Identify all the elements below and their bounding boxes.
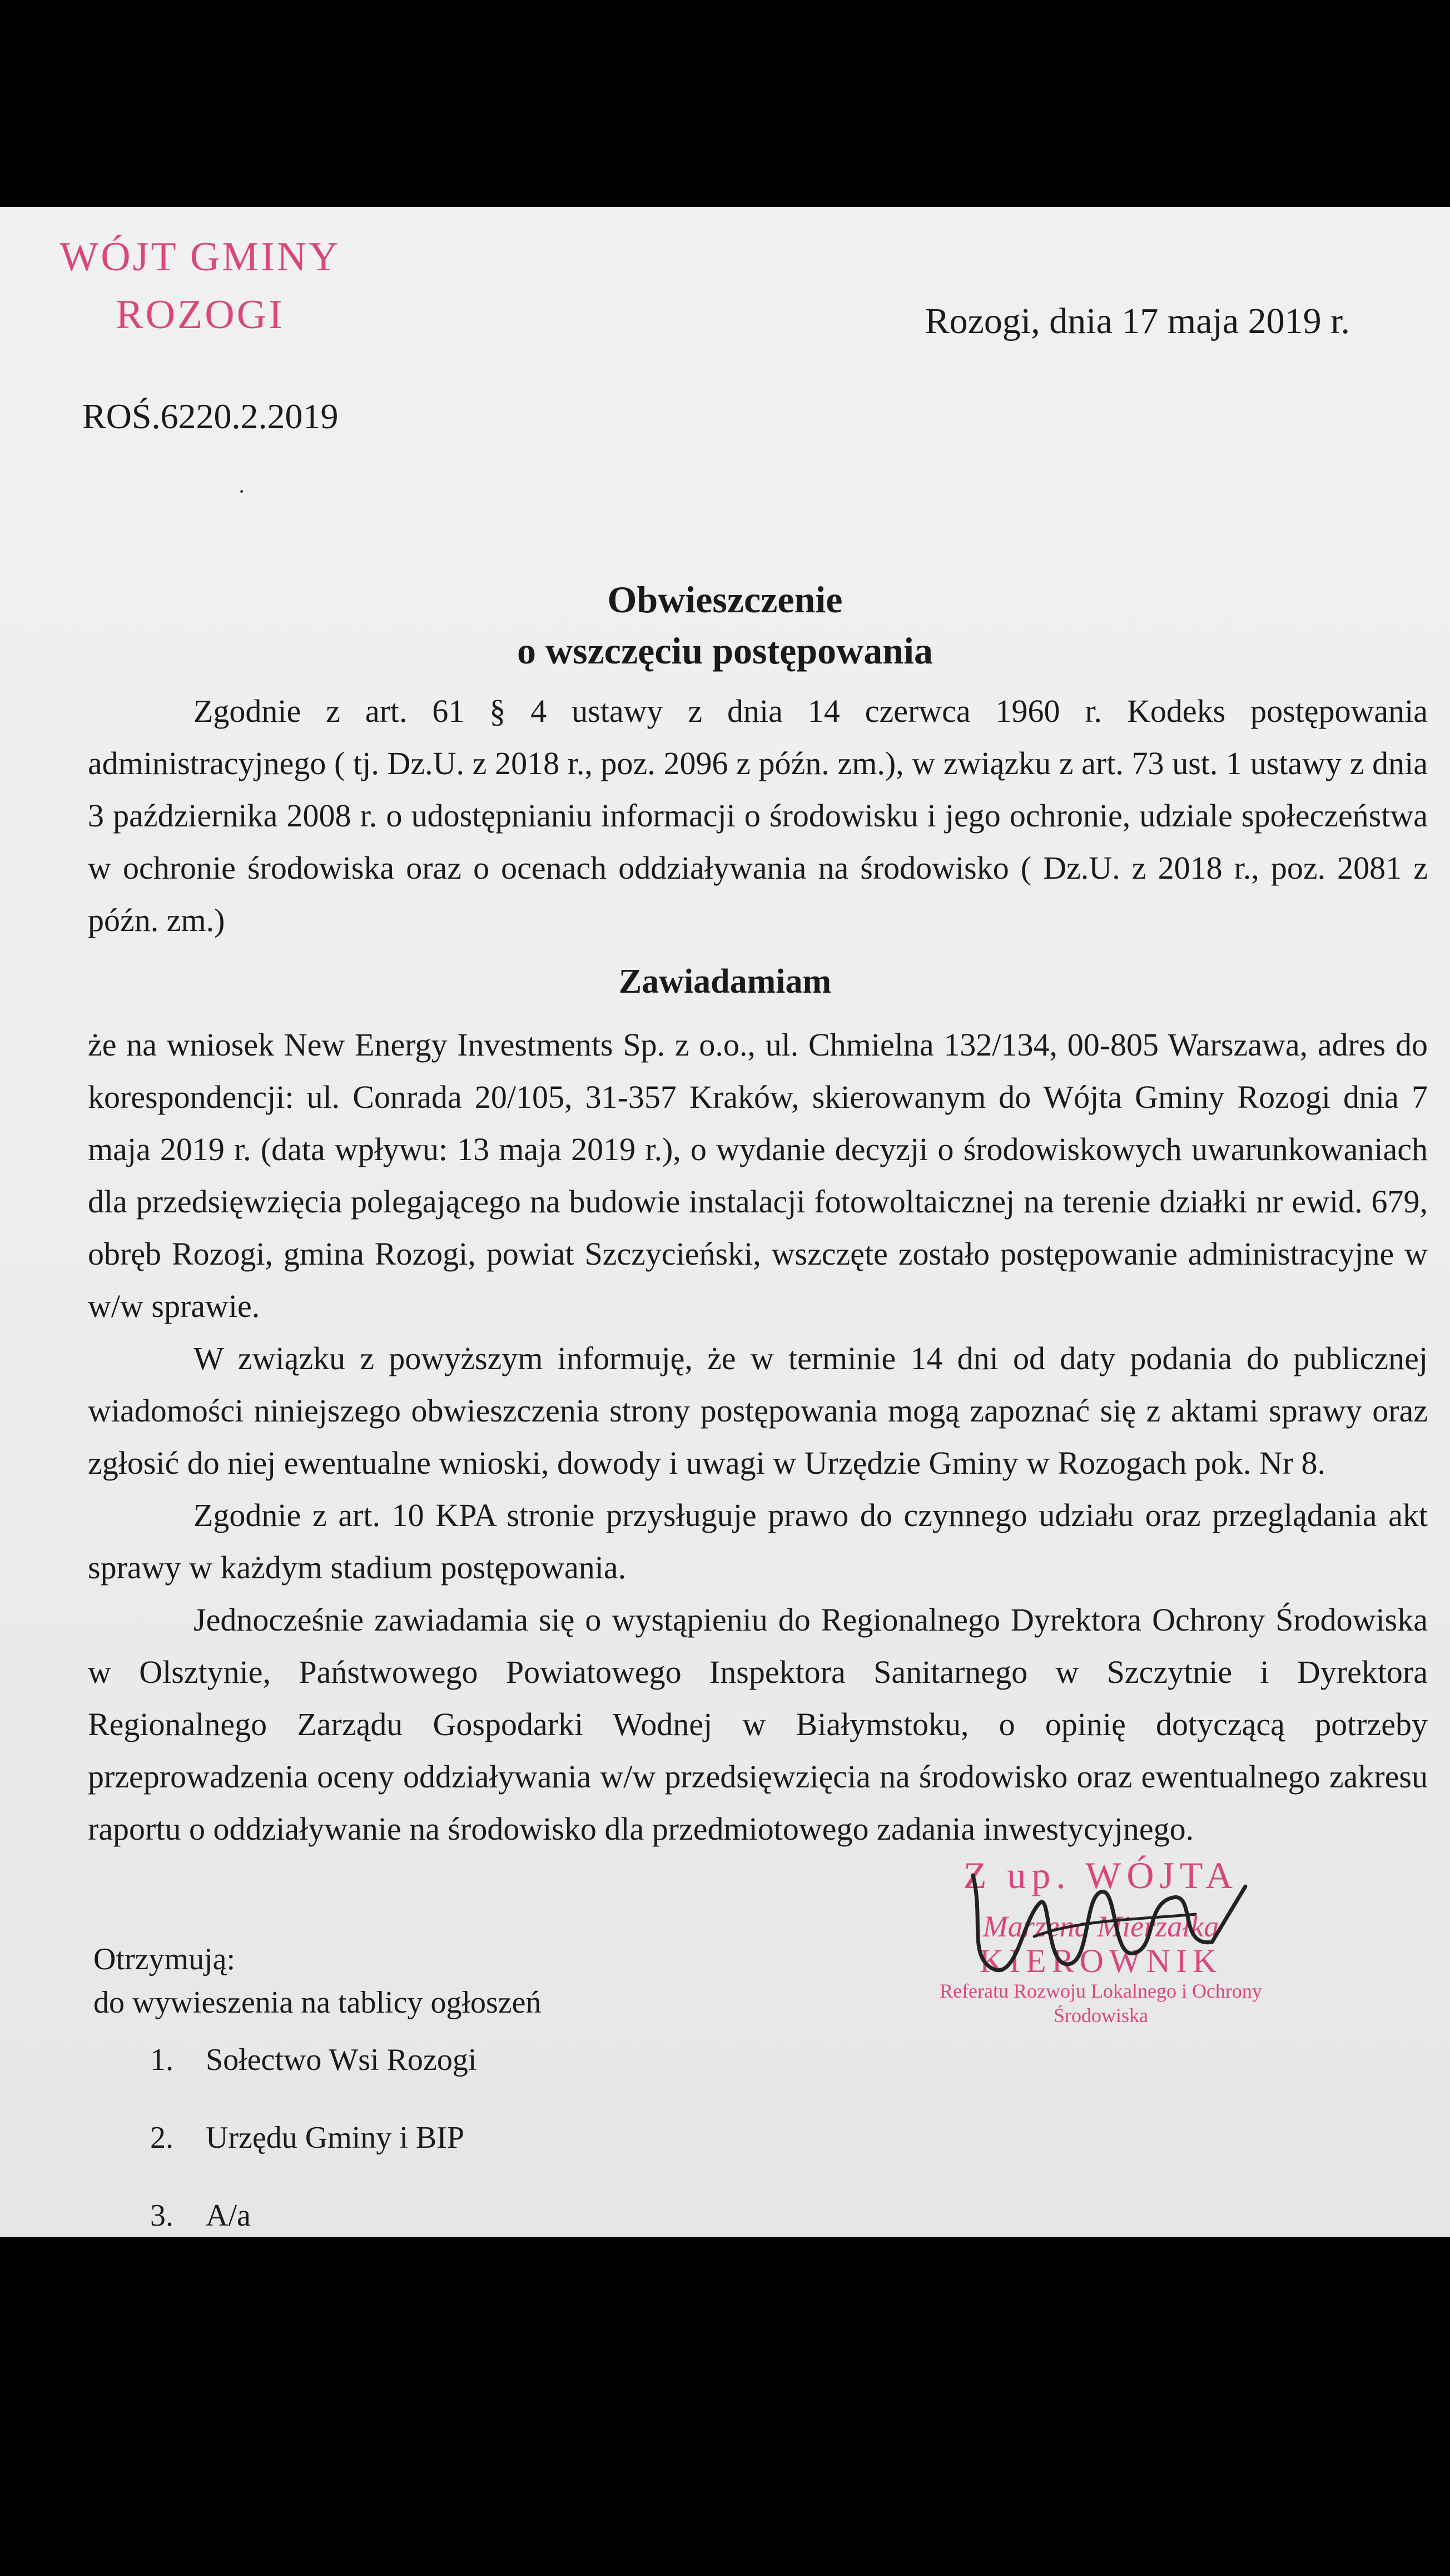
handwritten-signature (934, 1853, 1268, 1987)
signature-stamp-line1: Z up. WÓJTA (963, 1854, 1239, 1896)
title-line2: o wszczęciu postępowania (517, 630, 933, 672)
list-item-number: 2. (150, 2121, 173, 2155)
signature-stamp (901, 1853, 1301, 2027)
list-item-text: Sołectwo Wsi Rozogi (206, 2043, 477, 2077)
list-item-number: 3. (150, 2198, 173, 2233)
office-stamp-line2: ROZOGI (116, 292, 285, 338)
list-item (150, 2021, 476, 2099)
list-item-text: Urzędu Gminy i BIP (206, 2121, 465, 2155)
section-heading: Zawiadamiam (618, 963, 832, 1000)
intro-paragraph: Zgodnie z art. 61 § 4 ustawy z dnia 14 czerwca 1960 r. Kodeks postępowania administracyjnego ( tj. Dz.U. z 2018 r., poz. 2096 z późn. zm.), w związku z art. 73 ust. 1 ustawy z dnia 3 października 2008 r. o udostępnianiu informacji o środowisku i jego ochronie, udziale społeczeństwa w ochronie środowiska oraz o ocenach oddziaływania na środowisko ( Dz.U. z 2018 r., poz. 2081 z późn. zm.) (88, 693, 1428, 938)
signature-stamp-name: Marzena Mierzałka (982, 1910, 1219, 1943)
list-item-text: A/a (206, 2198, 251, 2233)
document-page (0, 207, 1450, 2237)
title-line1: Obwieszczenie (607, 578, 843, 621)
place-date: Rozogi, dnia 17 maja 2019 r. (925, 301, 1350, 341)
intro-section (88, 685, 1428, 947)
body-paragraph-2: W związku z powyższym informuję, że w terminie 14 dni od daty podania do publicznej wiadomości niniejszego obwieszczenia strony postępowania mogą zapoznać się z aktami sprawy oraz zgłosić do niej ewentualne wnioski, dowody i uwagi w Urzędzie Gminy w Rozogach pok. Nr 8. (88, 1340, 1428, 1481)
body-paragraph-3: Zgodnie z art. 10 KPA stronie przysługuje prawo do czynnego udziału oraz przeglądania akt sprawy w każdym stadium postępowania. (88, 1497, 1428, 1586)
office-stamp (22, 228, 378, 344)
list-item (150, 2177, 476, 2237)
recipients-sublabel: do wywieszenia na tablicy ogłoszeń (93, 1985, 542, 2020)
document-title (0, 574, 1450, 676)
stray-dot: · (238, 479, 246, 504)
body-section (88, 1019, 1428, 1855)
list-item (150, 2099, 476, 2177)
recipients-block (93, 1938, 542, 2024)
body-paragraph-4: Jednocześnie zawiadamia się o wystąpieniu do Regionalnego Dyrektora Ochrony Środowiska w Olsztynie, Państwowego Powiatowego Inspektora Sanitarnego w Szczytnie i Dyrektora Regionalnego Zarządu Gospodarki Wodnej w Białymstoku, o opinię dotyczącą potrzeby przeprowadzenia oceny oddziaływania w/w przedsięwzięcia na środowisko oraz ewentualnego zakresu raportu o oddziaływanie na środowisko dla przedmiotowego zadania inwestycyjnego. (88, 1602, 1428, 1847)
recipients-list (150, 2021, 476, 2237)
body-paragraph-1: że na wniosek New Energy Investments Sp. z o.o., ul. Chmielna 132/134, 00-805 Warszawa, adres do korespondencji: ul. Conrada 20/105, 31-357 Kraków, skierowanym do Wójta Gminy Rozogi dnia 7 maja 2019 r. (data wpływu: 13 maja 2019 r.), o wydanie decyzji o środowiskowych uwarunkowaniach dla przedsięwzięcia polegającego na budowie instalacji fotowoltaicznej na terenie działki nr ewid. 679, obręb Rozogi, gmina Rozogi, powiat Szczycieński, wszczęte zostało postępowanie administracyjne w w/w sprawie. (88, 1027, 1428, 1324)
signature-stamp-title: KIEROWNIK (979, 1943, 1223, 1979)
reference-number: ROŚ.6220.2.2019 (82, 397, 339, 436)
list-item-number: 1. (150, 2043, 173, 2077)
signature-stamp-department: Referatu Rozwoju Lokalnego i Ochrony Środowiska (940, 1980, 1262, 2027)
office-stamp-line1: WÓJT GMINY (59, 234, 341, 280)
recipients-label: Otrzymują: (93, 1942, 236, 1976)
